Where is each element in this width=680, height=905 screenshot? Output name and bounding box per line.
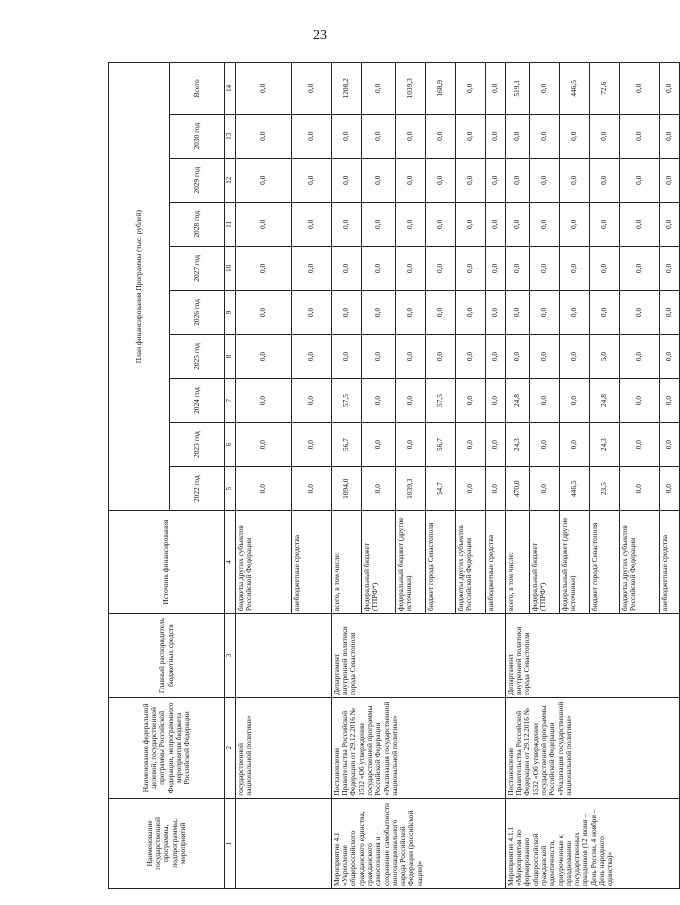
budget-manager-cell: Департамент внутренней политики города Севастополя	[505, 614, 679, 698]
value-cell: 0,0	[291, 202, 331, 246]
value-cell: 0,0	[361, 423, 395, 467]
header-year: 2027 год	[170, 246, 225, 290]
value-cell: 0,0	[589, 202, 619, 246]
value-cell: 0,0	[425, 202, 455, 246]
value-cell: 0,0	[659, 202, 679, 246]
value-cell: 0,0	[291, 334, 331, 378]
value-cell: 0,0	[425, 246, 455, 290]
value-cell: 446,5	[559, 467, 589, 511]
column-number: 4	[225, 511, 236, 614]
value-cell: 0,0	[395, 158, 425, 202]
value-cell: 54,7	[425, 467, 455, 511]
financing-source-cell: внебюджетные средства	[291, 511, 331, 614]
value-cell: 0,0	[235, 467, 291, 511]
value-cell: 0,0	[619, 290, 659, 334]
column-number: 11	[225, 202, 236, 246]
header-year: 2028 год	[170, 202, 225, 246]
program-name-cell	[235, 798, 331, 888]
financing-source-cell: федеральный бюджет (ТПРФ*)	[529, 511, 559, 614]
total-cell: 0,0	[361, 63, 395, 115]
value-cell: 0,0	[619, 379, 659, 423]
total-cell: 72,6	[589, 63, 619, 115]
financing-source-cell: всего, в том числе:	[331, 511, 361, 614]
value-cell: 0,0	[455, 423, 485, 467]
value-cell: 0,0	[235, 334, 291, 378]
value-cell: 0,0	[505, 246, 529, 290]
header-federal-program: Наименование федеральной целевой, государственной программы Российской Федерации, непрограммного мероприятия бюджета Российской Федерации	[109, 698, 225, 799]
financing-source-cell: федеральный бюджет (ТПРФ*)	[361, 511, 395, 614]
header-year: 2022 год	[170, 467, 225, 511]
total-cell: 168,9	[425, 63, 455, 115]
total-cell: 1039,3	[395, 63, 425, 115]
table-body	[235, 63, 679, 889]
financing-source-cell: федеральный бюджет (другие источники)	[559, 511, 589, 614]
value-cell: 5,0	[589, 334, 619, 378]
value-cell: 0,0	[361, 379, 395, 423]
value-cell: 0,0	[235, 246, 291, 290]
total-cell: 0,0	[235, 63, 291, 115]
financing-source-cell: внебюджетные средства	[485, 511, 505, 614]
value-cell: 0,0	[659, 379, 679, 423]
value-cell: 24,3	[505, 423, 529, 467]
value-cell: 0,0	[485, 334, 505, 378]
value-cell: 0,0	[529, 290, 559, 334]
financing-source-cell: всего, в том числе:	[505, 511, 529, 614]
value-cell: 0,0	[331, 246, 361, 290]
value-cell: 57,5	[425, 379, 455, 423]
financing-source-cell: бюджеты других субъектов Российской Федерации	[619, 511, 659, 614]
value-cell: 0,0	[529, 379, 559, 423]
value-cell: 0,0	[291, 467, 331, 511]
value-cell: 0,0	[559, 246, 589, 290]
value-cell: 470,0	[505, 467, 529, 511]
value-cell: 0,0	[619, 334, 659, 378]
value-cell: 0,0	[361, 290, 395, 334]
value-cell: 0,0	[235, 202, 291, 246]
value-cell: 0,0	[235, 423, 291, 467]
value-cell: 0,0	[505, 202, 529, 246]
total-cell: 0,0	[619, 63, 659, 115]
total-cell: 0,0	[485, 63, 505, 115]
value-cell: 0,0	[331, 114, 361, 158]
budget-manager-cell	[235, 614, 331, 698]
value-cell: 0,0	[619, 467, 659, 511]
column-number: 2	[225, 698, 236, 799]
value-cell: 24,8	[589, 379, 619, 423]
header-financing-plan: План финансирования Программы (тыс. рублей)	[109, 63, 170, 511]
value-cell: 0,0	[619, 158, 659, 202]
header-total: Всего	[170, 63, 225, 115]
value-cell: 24,8	[505, 379, 529, 423]
financing-source-cell: бюджеты других субъектов Российской Федерации	[235, 511, 291, 614]
value-cell: 0,0	[589, 158, 619, 202]
page-number: 23	[313, 28, 327, 43]
value-cell: 0,0	[659, 114, 679, 158]
value-cell: 0,0	[485, 158, 505, 202]
header-year: 2029 год	[170, 158, 225, 202]
table-row	[331, 63, 361, 889]
value-cell: 0,0	[559, 202, 589, 246]
total-cell: 1208,2	[331, 63, 361, 115]
value-cell: 0,0	[235, 114, 291, 158]
value-cell: 0,0	[455, 379, 485, 423]
column-number: 6	[225, 423, 236, 467]
total-cell: 0,0	[529, 63, 559, 115]
value-cell: 0,0	[291, 246, 331, 290]
value-cell: 0,0	[659, 290, 679, 334]
total-cell: 0,0	[291, 63, 331, 115]
value-cell: 0,0	[659, 246, 679, 290]
header-financing-source: Источник финансирования	[109, 511, 225, 614]
value-cell: 0,0	[529, 202, 559, 246]
value-cell: 0,0	[361, 202, 395, 246]
value-cell: 0,0	[659, 158, 679, 202]
value-cell: 0,0	[455, 114, 485, 158]
value-cell: 0,0	[485, 202, 505, 246]
value-cell: 0,0	[331, 202, 361, 246]
value-cell: 24,3	[589, 423, 619, 467]
value-cell: 0,0	[455, 158, 485, 202]
value-cell: 0,0	[659, 334, 679, 378]
value-cell: 0,0	[619, 246, 659, 290]
value-cell: 0,0	[331, 158, 361, 202]
value-cell: 56,7	[425, 423, 455, 467]
value-cell: 0,0	[395, 246, 425, 290]
value-cell: 0,0	[291, 158, 331, 202]
value-cell: 0,0	[559, 379, 589, 423]
value-cell: 0,0	[291, 290, 331, 334]
value-cell: 0,0	[331, 334, 361, 378]
value-cell: 56,7	[331, 423, 361, 467]
value-cell: 0,0	[361, 334, 395, 378]
value-cell: 1094,0	[331, 467, 361, 511]
column-number: 1	[225, 798, 236, 888]
column-number: 5	[225, 467, 236, 511]
value-cell: 0,0	[455, 246, 485, 290]
value-cell: 0,0	[395, 290, 425, 334]
federal-program-cell: государственной национальной политики»	[235, 698, 331, 799]
value-cell: 0,0	[361, 246, 395, 290]
value-cell: 0,0	[361, 467, 395, 511]
value-cell: 0,0	[425, 334, 455, 378]
value-cell: 0,0	[505, 114, 529, 158]
value-cell: 0,0	[485, 467, 505, 511]
value-cell: 0,0	[559, 158, 589, 202]
value-cell: 0,0	[659, 467, 679, 511]
value-cell: 0,0	[529, 334, 559, 378]
financing-source-cell: бюджеты других субъектов Российской Федерации	[455, 511, 485, 614]
value-cell: 0,0	[485, 290, 505, 334]
header-budget-manager: Главный распорядитель бюджетных средств	[109, 614, 225, 698]
value-cell: 0,0	[291, 114, 331, 158]
value-cell: 0,0	[659, 423, 679, 467]
value-cell: 0,0	[425, 290, 455, 334]
column-number: 12	[225, 158, 236, 202]
rotated-table-container	[108, 62, 674, 889]
value-cell: 1039,3	[395, 467, 425, 511]
header-year: 2024 год	[170, 379, 225, 423]
value-cell: 0,0	[395, 334, 425, 378]
total-cell: 519,1	[505, 63, 529, 115]
value-cell: 0,0	[619, 202, 659, 246]
value-cell: 0,0	[235, 158, 291, 202]
value-cell: 0,0	[589, 114, 619, 158]
value-cell: 0,0	[395, 114, 425, 158]
total-cell: 0,0	[455, 63, 485, 115]
value-cell: 0,0	[361, 158, 395, 202]
value-cell: 0,0	[235, 290, 291, 334]
column-number: 13	[225, 114, 236, 158]
column-number: 14	[225, 63, 236, 115]
column-number: 7	[225, 379, 236, 423]
federal-program-cell: Постановление Правительства Российской Федерации от 29.12.2016 № 1532 «Об утверждении государственной программы Российской Федерации «Реализация государственной национальной политики»	[505, 698, 679, 799]
value-cell: 0,0	[485, 423, 505, 467]
value-cell: 0,0	[395, 423, 425, 467]
value-cell: 0,0	[505, 334, 529, 378]
value-cell: 0,0	[529, 114, 559, 158]
total-cell: 446,5	[559, 63, 589, 115]
value-cell: 0,0	[455, 202, 485, 246]
value-cell: 0,0	[529, 246, 559, 290]
header-year: 2026 год	[170, 290, 225, 334]
value-cell: 0,0	[455, 334, 485, 378]
table-sheet	[108, 62, 674, 889]
value-cell: 0,0	[485, 379, 505, 423]
value-cell: 0,0	[291, 379, 331, 423]
column-number: 10	[225, 246, 236, 290]
value-cell: 0,0	[291, 423, 331, 467]
header-row-1	[109, 63, 170, 889]
value-cell: 0,0	[395, 379, 425, 423]
column-number: 9	[225, 290, 236, 334]
financing-table	[108, 62, 680, 889]
value-cell: 0,0	[529, 158, 559, 202]
financing-source-cell: внебюджетные средства	[659, 511, 679, 614]
budget-manager-cell: Департамент внутренней политики города Севастополя	[331, 614, 505, 698]
table-row	[235, 63, 291, 889]
value-cell: 0,0	[455, 290, 485, 334]
value-cell: 0,0	[619, 423, 659, 467]
value-cell: 0,0	[505, 158, 529, 202]
header-year: 2023 год	[170, 423, 225, 467]
value-cell: 0,0	[361, 114, 395, 158]
value-cell: 0,0	[589, 246, 619, 290]
value-cell: 57,5	[331, 379, 361, 423]
financing-source-cell: бюджет города Севастополя	[425, 511, 455, 614]
column-number: 3	[225, 614, 236, 698]
value-cell: 0,0	[395, 202, 425, 246]
value-cell: 0,0	[425, 158, 455, 202]
financing-source-cell: бюджет города Севастополя	[589, 511, 619, 614]
table-row	[505, 63, 529, 889]
financing-source-cell: федеральный бюджет (другие источники)	[395, 511, 425, 614]
value-cell: 0,0	[559, 334, 589, 378]
value-cell: 0,0	[331, 290, 361, 334]
value-cell: 0,0	[529, 467, 559, 511]
value-cell: 0,0	[505, 290, 529, 334]
value-cell: 0,0	[529, 423, 559, 467]
value-cell: 0,0	[455, 467, 485, 511]
program-name-cell: Мероприятие 4.1.1 «Мероприятия по формированию общероссийской гражданской идентичности, приуроченные к празднованию государственных праздников (12 июня – День России, 4 ноября – День народного единства)»	[505, 798, 679, 888]
value-cell: 0,0	[425, 114, 455, 158]
value-cell: 0,0	[559, 114, 589, 158]
value-cell: 0,0	[619, 114, 659, 158]
program-name-cell: Мероприятие 4.1 «Укрепление общероссийского гражданского единства, гражданского самосознания и сохранение самобытности многонационального народа Российской Федерации (российской нации)»	[331, 798, 505, 888]
column-number-row	[225, 63, 236, 889]
header-year: 2030 год	[170, 114, 225, 158]
header-program-name: Наименование государственной программы, подпрограммы, мероприятий	[109, 798, 225, 888]
column-number: 8	[225, 334, 236, 378]
value-cell: 23,5	[589, 467, 619, 511]
value-cell: 0,0	[235, 379, 291, 423]
value-cell: 0,0	[559, 290, 589, 334]
value-cell: 0,0	[589, 290, 619, 334]
value-cell: 0,0	[485, 114, 505, 158]
value-cell: 0,0	[559, 423, 589, 467]
value-cell: 0,0	[485, 246, 505, 290]
header-year: 2025 год	[170, 334, 225, 378]
federal-program-cell: Постановление Правительства Российской Федерации от 29.12.2016 № 1532 «Об утверждении государственной программы Российской Федерации «Реализация государственной национальной политики»	[331, 698, 505, 799]
total-cell: 0,0	[659, 63, 679, 115]
